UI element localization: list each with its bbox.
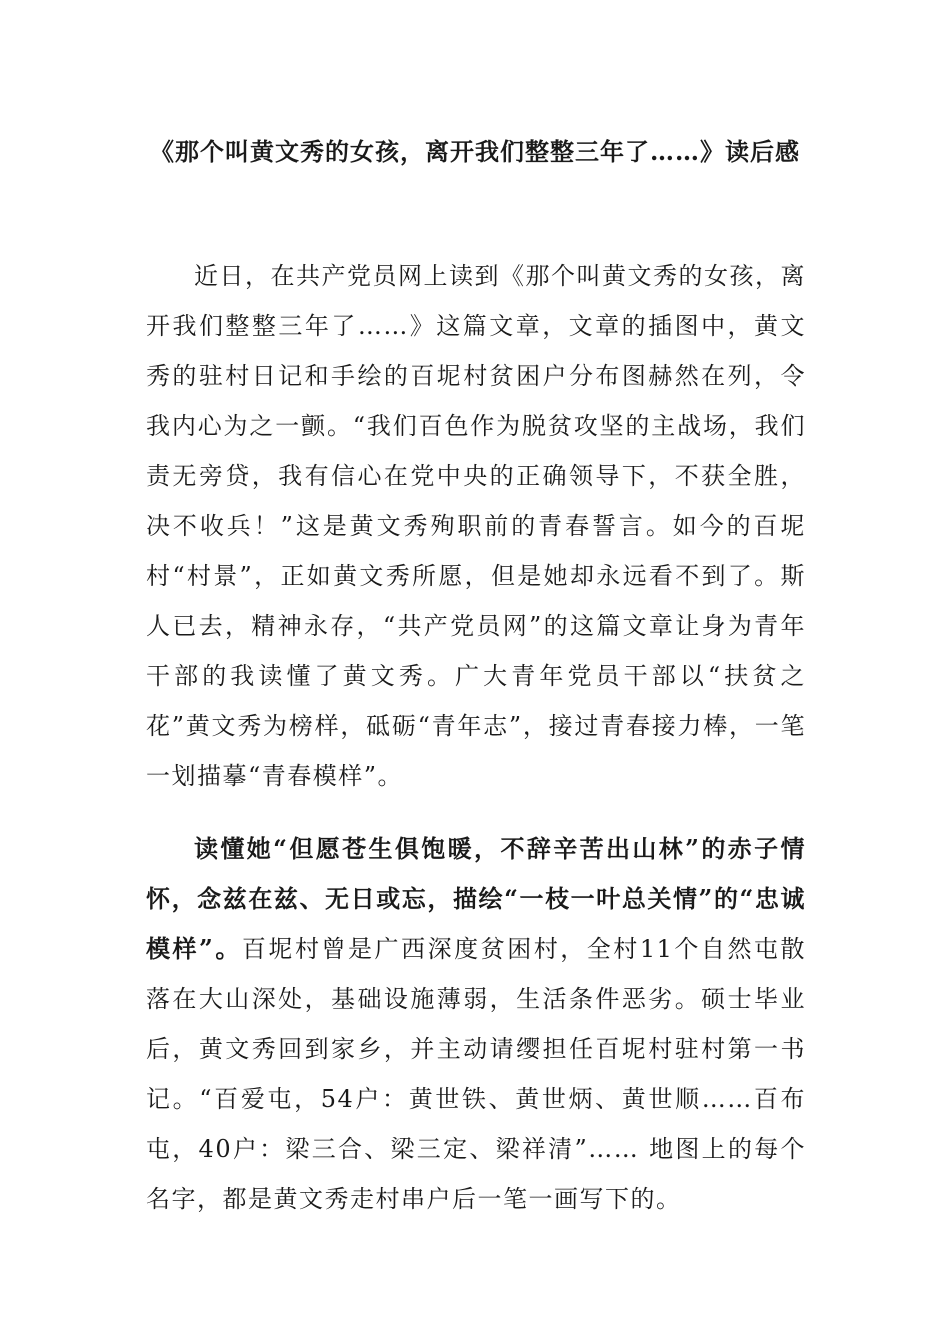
- paragraph-2-bold-lead: 读懂她“但愿苍生俱饱暖，不辞辛苦出山林”的赤子情怀，念兹在兹、无日或忘，描绘“一枝一叶总关情”的“忠诚模样”。: [146, 834, 806, 963]
- paragraph-2: [146, 824, 806, 1224]
- paragraph-1: 近日，在共产党员网上读到《那个叫黄文秀的女孩，离开我们整整三年了……》这篇文章，文章的插图中，黄文秀的驻村日记和手绘的百坭村贫困户分布图赫然在列，令我内心为之一颤。“我们百色作为脱贫攻坚的主战场，我们责无旁贷，我有信心在党中央的正确领导下，不获全胜，决不收兵！”这是黄文秀殉职前的青春誓言。如今的百坭村“村景”，正如黄文秀所愿，但是她却永远看不到了。斯人已去，精神永存，“共产党员网”的这篇文章让身为青年干部的我读懂了黄文秀。广大青年党员干部以“扶贫之花”黄文秀为榜样，砥砺“青年志”，接过青春接力棒，一笔一划描摹“青春模样”。: [146, 262, 806, 790]
- document-title: 《那个叫黄文秀的女孩，离开我们整整三年了……》读后感: [150, 137, 800, 166]
- paragraph-2-body: 百坭村曾是广西深度贫困村，全村11个自然屯散落在大山深处，基础设施薄弱，生活条件恶劣。硕士毕业后，黄文秀回到家乡，并主动请缨担任百坭村驻村第一书记。“百爱屯，54户：黄世铁、黄世炳、黄世顺……百布屯，40户：梁三合、梁三定、梁祥清”…… 地图上的每个名字，都是黄文秀走村串户后一笔一画写下的。: [146, 935, 806, 1213]
